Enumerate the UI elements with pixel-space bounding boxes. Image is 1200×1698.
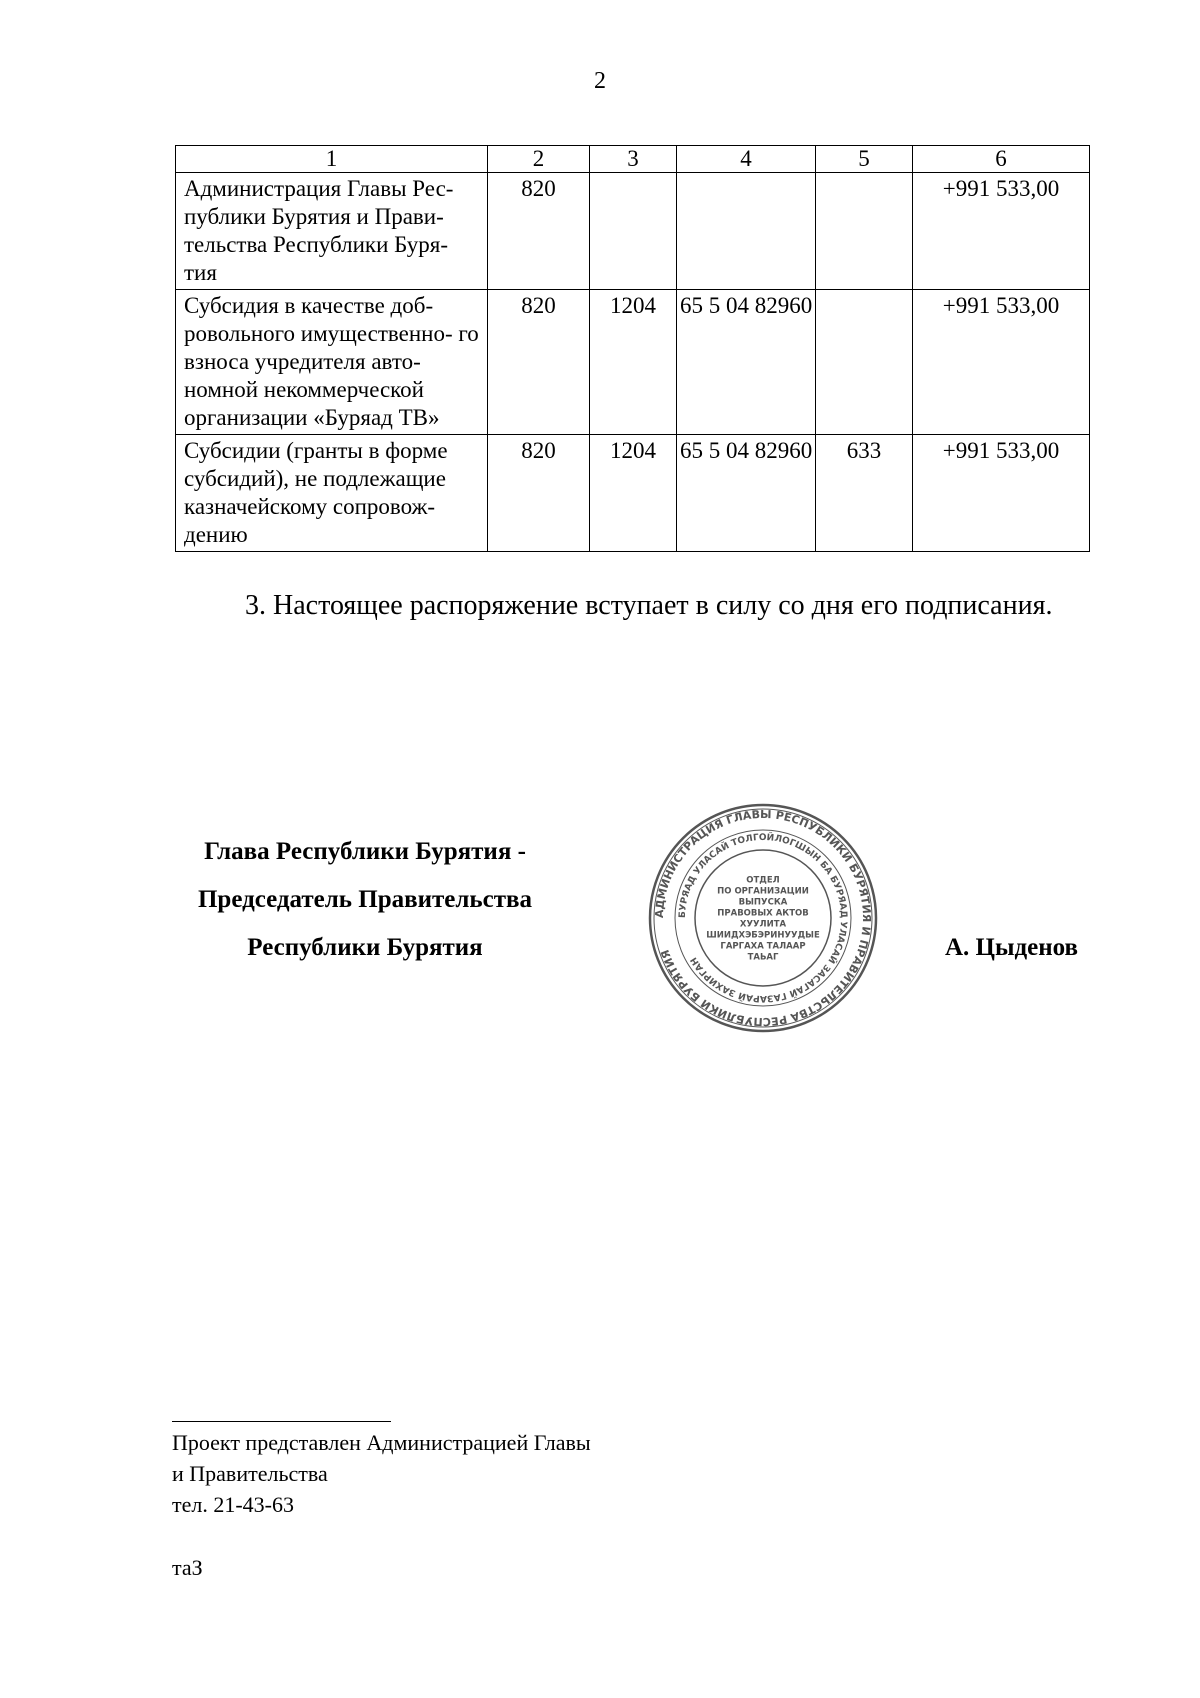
expense-type-cell: 633 bbox=[816, 435, 913, 552]
table-header-cell: 5 bbox=[816, 146, 913, 173]
budget-table bbox=[175, 145, 1090, 552]
ministry-code-cell: 820 bbox=[488, 290, 590, 435]
table-header-cell: 1 bbox=[176, 146, 488, 173]
ministry-code-cell: 820 bbox=[488, 173, 590, 290]
footnote-phone: тел. 21-43-63 bbox=[172, 1492, 295, 1517]
signatory-name: А. Цыденов bbox=[945, 934, 1079, 961]
svg-text:ХУУЛИТА: ХУУЛИТА bbox=[739, 919, 787, 930]
executor-initials: таЗ bbox=[172, 1555, 203, 1580]
footnote-line-1: Проект представлен Администрацией Главы bbox=[172, 1430, 591, 1455]
svg-text:ПРАВОВЫХ АКТОВ: ПРАВОВЫХ АКТОВ bbox=[717, 908, 809, 919]
section-code-cell: 1204 bbox=[590, 435, 677, 552]
svg-text:ВЫПУСКА: ВЫПУСКА bbox=[738, 897, 788, 908]
row-name-cell: Субсидии (гранты в форме субсидий), не подлежащие казначейскому сопровож- дению bbox=[176, 435, 488, 552]
table-header-cell: 4 bbox=[677, 146, 816, 173]
svg-text:ГАРГАХА ТАЛААР: ГАРГАХА ТАЛААР bbox=[720, 941, 806, 952]
signatory-title-line-3: Республики Бурятия bbox=[247, 934, 483, 961]
amount-cell: +991 533,00 bbox=[913, 435, 1090, 552]
ministry-code-cell: 820 bbox=[488, 435, 590, 552]
svg-text:ТАЬАГ: ТАЬАГ bbox=[747, 952, 779, 963]
target-article-cell: 65 5 04 82960 bbox=[677, 290, 816, 435]
row-name-cell: Субсидия в качестве доб- ровольного имущественно- го взноса учредителя авто- номной некоммерческой организации «Буряад ТВ» bbox=[176, 290, 488, 435]
svg-text:БУРЯАД УЛАСАЙ ТОЛГОЙЛОГШЫН БА: БУРЯАД УЛАСАЙ ТОЛГОЙЛОГШЫН БА БУРЯАД УЛАСАЙ ЗАСАГАЙ ГАЗАРАЙ ЗАХИРГАН bbox=[677, 832, 849, 1004]
svg-text:ШИИДХЭБЭРИНУУДЫЕ: ШИИДХЭБЭРИНУУДЫЕ bbox=[706, 930, 820, 941]
target-article-cell: 65 5 04 82960 bbox=[677, 435, 816, 552]
svg-text:ОТДЕЛ: ОТДЕЛ bbox=[746, 875, 780, 886]
svg-text:ПО ОРГАНИЗАЦИИ: ПО ОРГАНИЗАЦИИ bbox=[717, 886, 809, 897]
footnote-separator bbox=[172, 1421, 391, 1422]
expense-type-cell bbox=[816, 173, 913, 290]
table-header-cell: 2 bbox=[488, 146, 590, 173]
table-header-cell: 3 bbox=[590, 146, 677, 173]
table-row bbox=[176, 290, 1090, 435]
svg-text:АДМИНИСТРАЦИЯ ГЛАВЫ РЕСПУБЛИКИ: АДМИНИСТРАЦИЯ ГЛАВЫ РЕСПУБЛИКИ БУРЯТИЯ И ПРАВИТЕЛЬСТВА РЕСПУБЛИКИ БУРЯТИЯ bbox=[652, 807, 874, 1029]
table-header-row bbox=[176, 146, 1090, 173]
amount-cell: +991 533,00 bbox=[913, 173, 1090, 290]
signatory-title-line-1: Глава Республики Бурятия - bbox=[204, 838, 526, 865]
effective-clause: 3. Настоящее распоряжение вступает в силу со дня его подписания. bbox=[245, 590, 1053, 621]
table-row bbox=[176, 173, 1090, 290]
amount-cell: +991 533,00 bbox=[913, 290, 1090, 435]
page-number: 2 bbox=[594, 68, 606, 94]
footnote-line-2: и Правительства bbox=[172, 1461, 328, 1486]
table-row bbox=[176, 435, 1090, 552]
signatory-title-line-2: Председатель Правительства bbox=[197, 886, 533, 913]
official-seal-stamp bbox=[647, 802, 879, 1034]
section-code-cell: 1204 bbox=[590, 290, 677, 435]
row-name-cell: Администрация Главы Рес- публики Бурятия и Прави- тельства Республики Буря- тия bbox=[176, 173, 488, 290]
table-header-cell: 6 bbox=[913, 146, 1090, 173]
target-article-cell bbox=[677, 173, 816, 290]
section-code-cell bbox=[590, 173, 677, 290]
expense-type-cell bbox=[816, 290, 913, 435]
